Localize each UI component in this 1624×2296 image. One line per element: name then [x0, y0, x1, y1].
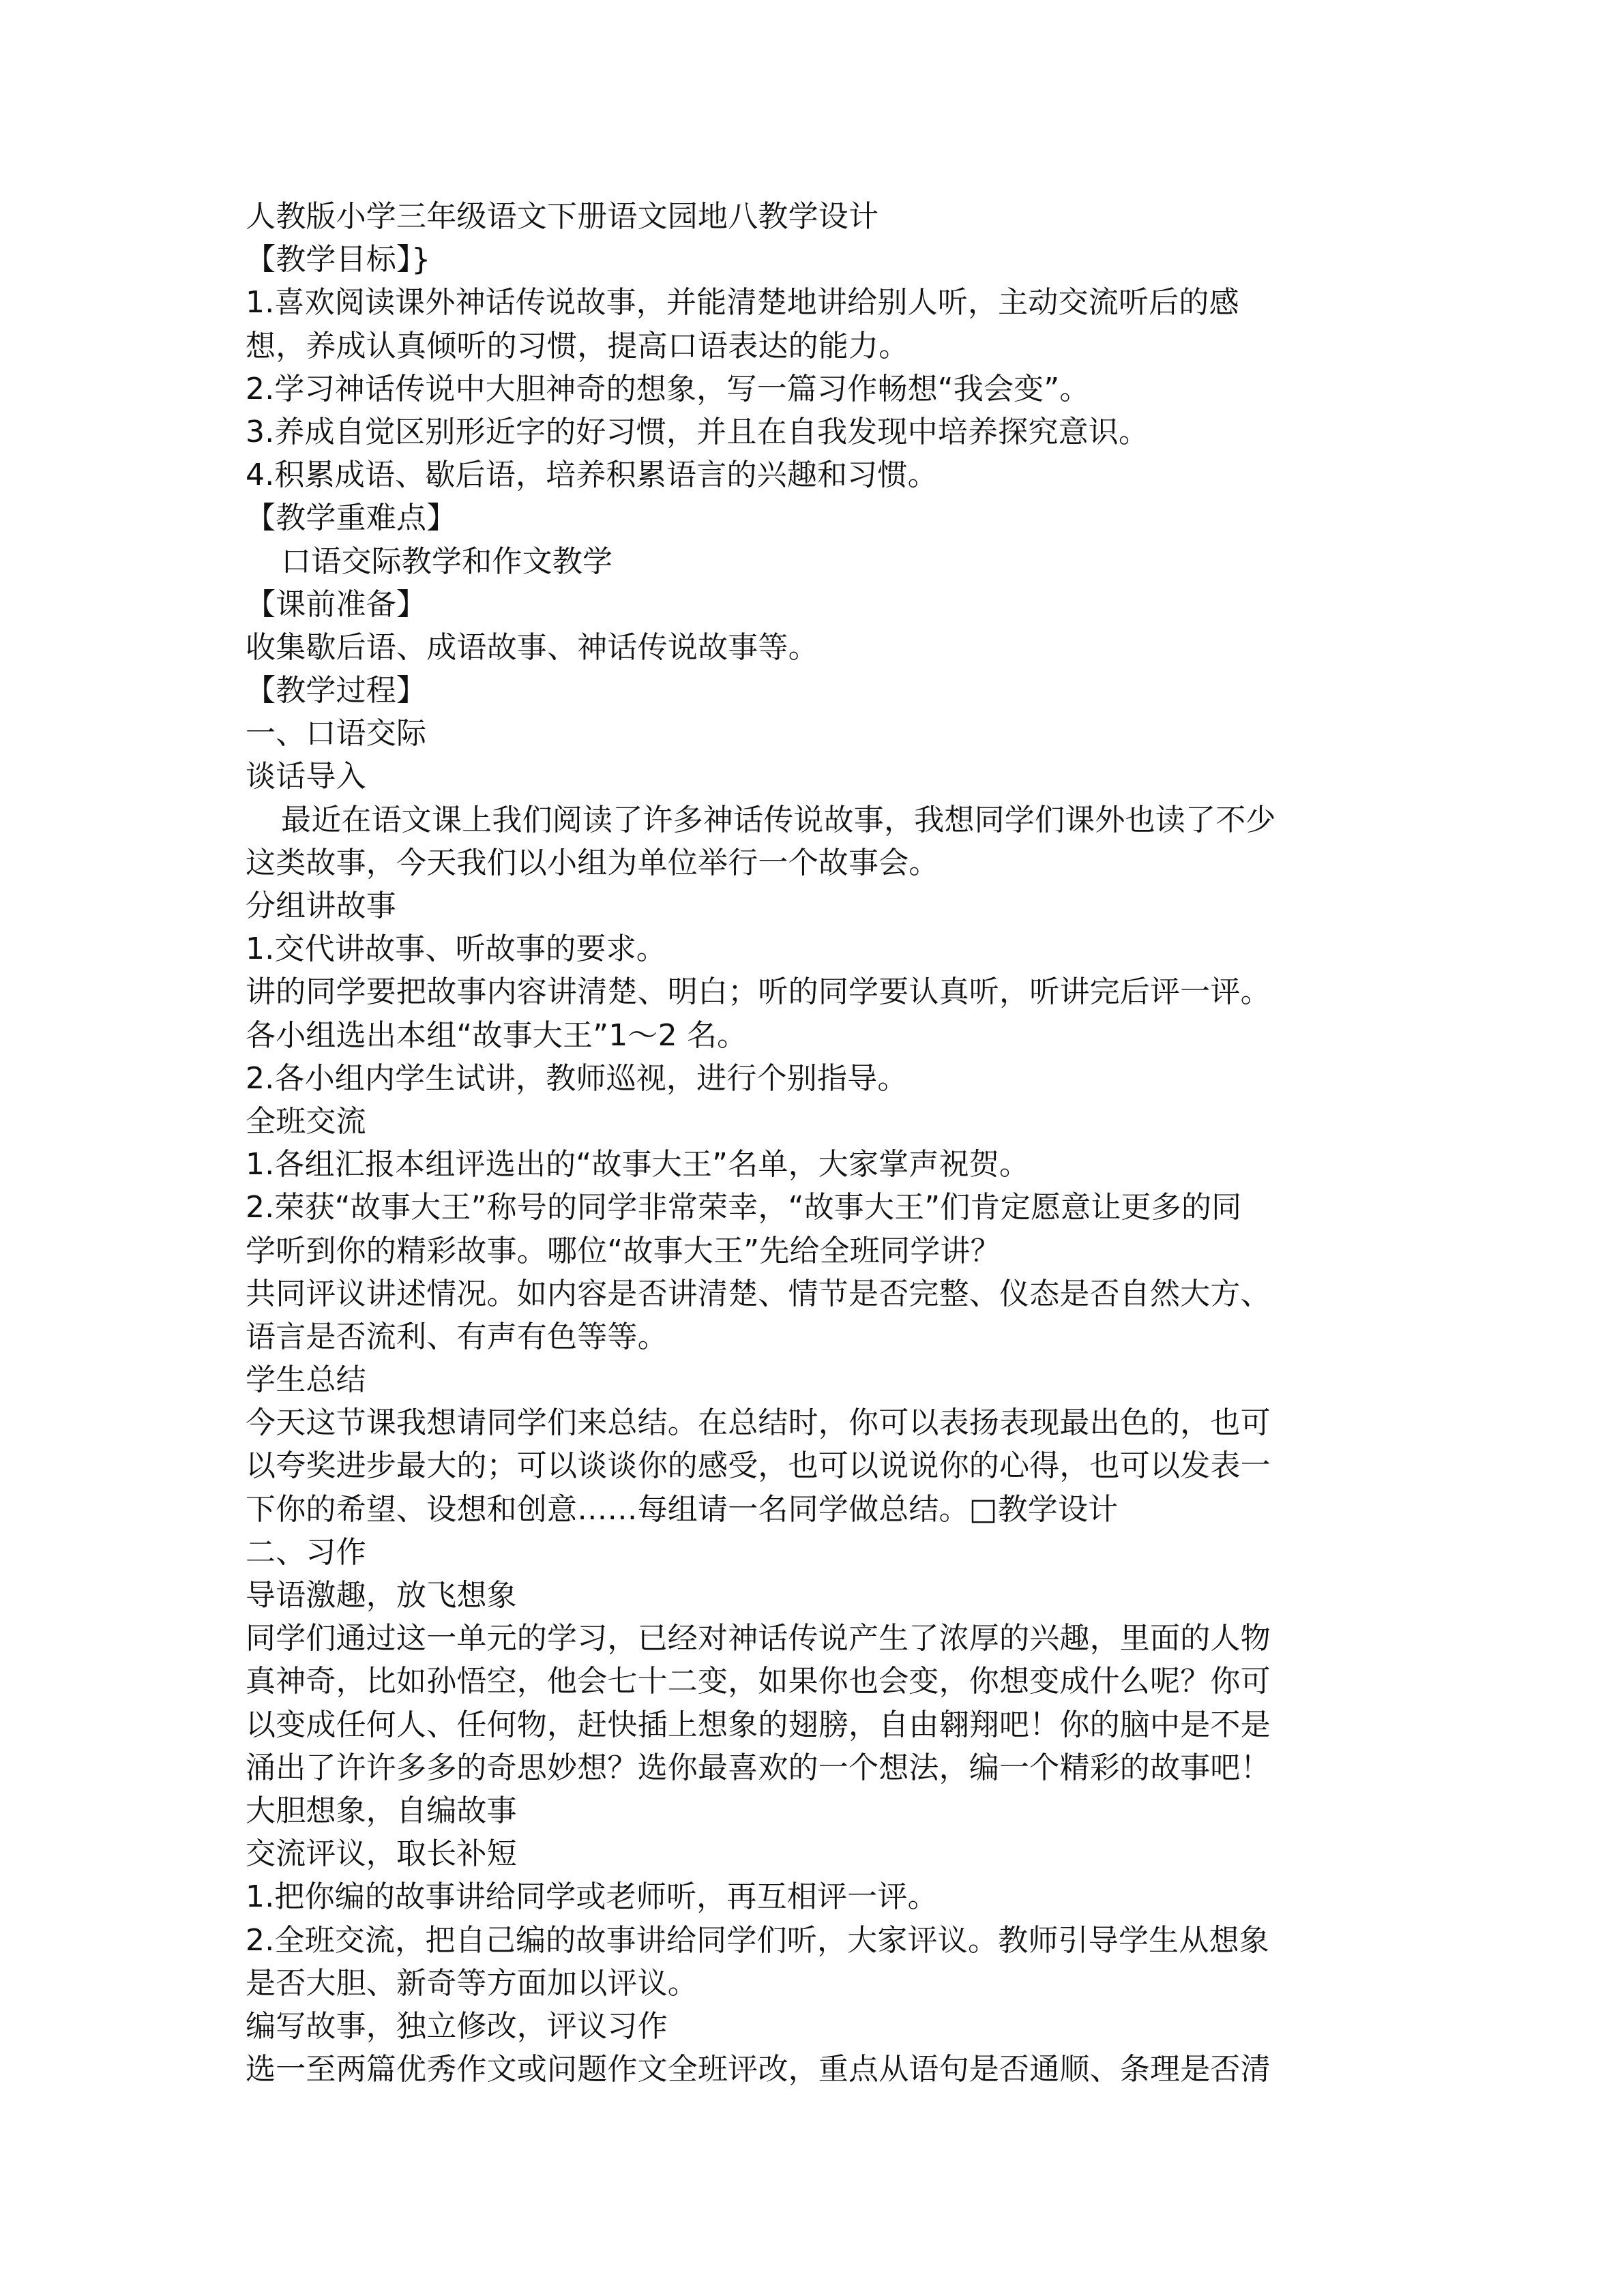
document-title: 人教版小学三年级语文下册语文园地八教学设计 — [246, 199, 879, 234]
text-line: 口语交际教学和作文教学 — [281, 543, 613, 579]
text-line: 涌出了许许多多的奇思妙想？选你最喜欢的一个想法，编一个精彩的故事吧！ — [246, 1750, 1271, 1785]
text-line: 真神奇，比如孙悟空，他会七十二变，如果你也会变，你想变成什么呢？你可 — [246, 1664, 1271, 1699]
text-line: 1.喜欢阅读课外神话传说故事，并能清楚地讲给别人听，主动交流听后的感 — [246, 285, 1239, 320]
text-line: 最近在语文课上我们阅读了许多神话传说故事，我想同学们课外也读了不少 — [281, 802, 1276, 837]
text-line: 学听到你的精彩故事。哪位“故事大王”先给全班同学讲？ — [246, 1233, 1001, 1268]
text-line: 1.交代讲故事、听故事的要求。 — [246, 931, 666, 967]
text-line: 【教学过程】 — [246, 673, 427, 709]
text-line: 编写故事，独立修改，评议习作 — [246, 2008, 668, 2044]
text-line: 这类故事，今天我们以小组为单位举行一个故事会。 — [246, 845, 939, 880]
text-line: 讲的同学要把故事内容讲清楚、明白；听的同学要认真听，听讲完后评一评。 — [246, 974, 1271, 1010]
document-body — [246, 195, 1381, 2091]
text-line: 分组讲故事 — [246, 889, 396, 923]
text-line: 是否大胆、新奇等方面加以评议。 — [246, 1965, 698, 2001]
text-line: 想，养成认真倾听的习惯，提高口语表达的能力。 — [246, 328, 909, 363]
text-line: 2.学习神话传说中大胆神奇的想象，写一篇习作畅想“我会变”。 — [246, 371, 1090, 406]
text-line: 【教学目标】} — [246, 242, 431, 278]
text-line: 选一至两篇优秀作文或问题作文全班评改，重点从语句是否通顺、条理是否清 — [246, 2052, 1271, 2087]
text-line: 共同评议讲述情况。如内容是否讲清楚、情节是否完整、仪态是否自然大方、 — [246, 1276, 1271, 1311]
text-line: 语言是否流利、有声有色等等。 — [246, 1319, 668, 1354]
text-line: 【教学重难点】 — [246, 501, 457, 536]
text-line: 4.积累成语、歇后语，培养积累语言的兴趣和习惯。 — [246, 458, 938, 493]
text-line: 今天这节课我想请同学们来总结。在总结时，你可以表扬表现最出色的，也可 — [246, 1405, 1271, 1441]
text-line: 一、口语交际 — [246, 716, 427, 751]
text-line: 谈话导入 — [246, 759, 366, 794]
text-line: 学生总结 — [246, 1362, 366, 1398]
text-line: 以夸奖进步最大的；可以谈谈你的感受，也可以说说你的心得，也可以发表一 — [246, 1448, 1271, 1484]
text-line: 收集歇后语、成语故事、神话传说故事等。 — [246, 629, 818, 665]
text-line: 交流评议，取长补短 — [246, 1836, 517, 1872]
text-line: 各小组选出本组“故事大王”1～2 名。 — [246, 1017, 748, 1053]
text-line: 3.养成自觉区别形近字的好习惯，并且在自我发现中培养探究意识。 — [246, 414, 1149, 449]
text-line: 导语激趣，放飞想象 — [246, 1578, 517, 1613]
text-line: 大胆想象，自编故事 — [246, 1793, 517, 1828]
text-line: 1.各组汇报本组评选出的“故事大王”名单，大家掌声祝贺。 — [246, 1147, 1030, 1182]
text-line: 同学们通过这一单元的学习，已经对神话传说产生了浓厚的兴趣，里面的人物 — [246, 1621, 1271, 1656]
text-line: 2.全班交流，把自己编的故事讲给同学们听，大家评议。教师引导学生从想象 — [246, 1922, 1269, 1958]
text-line: 2.荣获“故事大王”称号的同学非常荣幸，“故事大王”们肯定愿意让更多的同 — [246, 1190, 1242, 1225]
text-line: 全班交流 — [246, 1103, 366, 1139]
text-line: 2.各小组内学生试讲，教师巡视，进行个别指导。 — [246, 1060, 908, 1096]
text-line: 二、习作 — [246, 1534, 366, 1570]
text-line: 1.把你编的故事讲给同学或老师听，再互相评一评。 — [246, 1879, 938, 1915]
text-line: 下你的希望、设想和创意……每组请一名同学做总结。□教学设计 — [246, 1491, 1119, 1527]
text-line: 【课前准备】 — [246, 586, 427, 622]
text-line: 以变成任何人、任何物，赶快插上想象的翅膀，自由翱翔吧！你的脑中是不是 — [246, 1707, 1271, 1742]
